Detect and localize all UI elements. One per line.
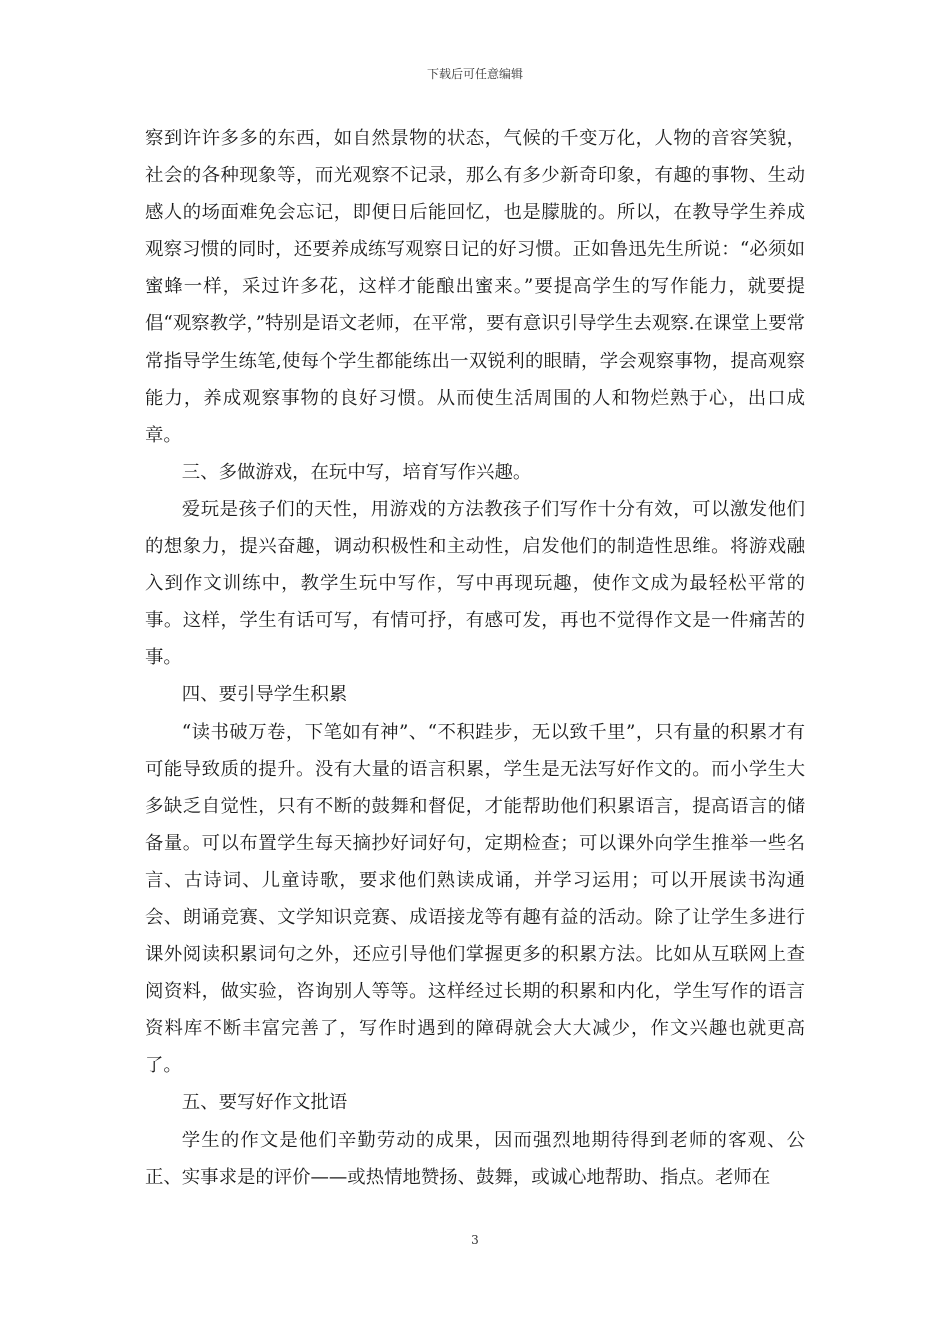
paragraph-games: 爱玩是孩子们的天性，用游戏的方法教孩子们写作十分有效，可以激发他们的想象力，提兴奋趣，调动积极性和主动性，启发他们的制造性思维。将游戏融入到作文训练中，教学生玩中写作，写中再现玩趣，使作文成为最轻松平常的事。这样，学生有话可写，有情可抒，有感可发，再也不觉得作文是一件痛苦的事。 <box>145 498 805 669</box>
section-heading-comments: 五、要写好作文批语 <box>181 1092 348 1114</box>
paragraph-comments: 学生的作文是他们辛勤劳动的成果，因而强烈地期待得到老师的客观、公正、实事求是的评价——或热情地赞扬、鼓舞，或诚心地帮助、指点。老师在 <box>145 1129 805 1188</box>
document-body <box>145 120 805 1196</box>
section-heading-games: 三、多做游戏，在玩中写，培育写作兴趣。 <box>181 461 532 483</box>
page-number: 3 <box>471 1233 479 1247</box>
paragraph-observation-continued: 察到许许多多的东西，如自然景物的状态，气候的千变万化，人物的音容笑貌，社会的各种现象等，而光观察不记录，那么有多少新奇印象，有趣的事物、生动感人的场面难免会忘记，即便日后能回忆，也是朦胧的。所以，在教导学生养成观察习惯的同时，还要养成练写观察日记的好习惯。正如鲁迅先生所说：“必须如蜜蜂一样，采过许多花，这样才能酿出蜜来。”要提高学生的写作能力，就要提倡“观察教学，”特别是语文老师，在平常，要有意识引导学生去观察.在课堂上要常常指导学生练笔,使每个学生都能练出一双锐利的眼睛，学会观察事物，提高观察能力，养成观察事物的良好习惯。从而使生活周围的人和物烂熟于心，出口成章。 <box>145 128 805 446</box>
paragraph-accumulation: “读书破万卷，下笔如有神”、“不积跬步，无以致千里”，只有量的积累才有可能导致质的提升。没有大量的语言积累，学生是无法写好作文的。而小学生大多缺乏自觉性，只有不断的鼓舞和督促，才能帮助他们积累语言，提高语言的储备量。可以布置学生每天摘抄好词好句，定期检查；可以课外向学生推举一些名言、古诗词、儿童诗歌，要求他们熟读成诵，并学习运用；可以开展读书沟通会、朗诵竞赛、文学知识竞赛、成语接龙等有趣有益的活动。除了让学生多进行课外阅读积累词句之外，还应引导他们掌握更多的积累方法。比如从互联网上查阅资料，做实验，咨询别人等等。这样经过长期的积累和内化，学生写作的语言资料库不断丰富完善了，写作时遇到的障碍就会大大减少，作文兴趣也就更高了。 <box>145 721 805 1077</box>
page-header: 下载后可任意编辑 <box>426 67 523 81</box>
section-heading-accumulation: 四、要引导学生积累 <box>181 684 348 706</box>
